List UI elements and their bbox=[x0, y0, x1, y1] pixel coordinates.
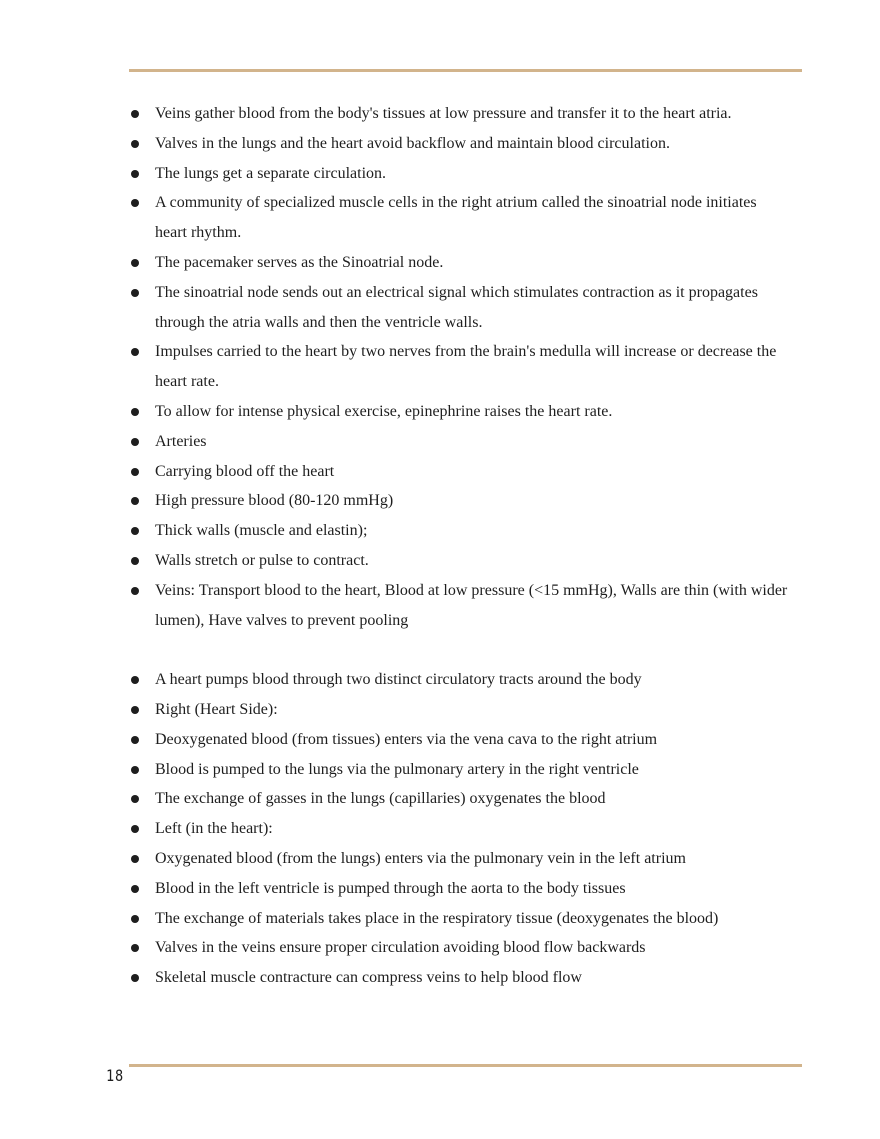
list-item: The lungs get a separate circulation. bbox=[129, 159, 789, 189]
list-item: The pacemaker serves as the Sinoatrial node. bbox=[129, 248, 789, 278]
page-number: 18 bbox=[106, 1066, 125, 1085]
list-item: A heart pumps blood through two distinct circulatory tracts around the body bbox=[129, 665, 789, 695]
list-item: The exchange of materials takes place in the respiratory tissue (deoxygenates the blood) bbox=[129, 904, 789, 934]
list-item: High pressure blood (80-120 mmHg) bbox=[129, 486, 789, 516]
list-item: Impulses carried to the heart by two nerves from the brain's medulla will increase or decrease the heart rate. bbox=[129, 337, 789, 397]
bullet-list-1 bbox=[129, 99, 789, 635]
list-item: Walls stretch or pulse to contract. bbox=[129, 546, 789, 576]
list-item: Deoxygenated blood (from tissues) enters via the vena cava to the right atrium bbox=[129, 725, 789, 755]
bullet-list-2 bbox=[129, 665, 789, 993]
list-item: Skeletal muscle contracture can compress veins to help blood flow bbox=[129, 963, 789, 993]
page-content bbox=[129, 99, 789, 993]
list-item: A community of specialized muscle cells in the right atrium called the sinoatrial node initiates heart rhythm. bbox=[129, 188, 789, 248]
list-item: Veins: Transport blood to the heart, Blood at low pressure (<15 mmHg), Walls are thin (with wider lumen), Have valves to prevent pooling bbox=[129, 576, 789, 636]
list-item: Valves in the veins ensure proper circulation avoiding blood flow backwards bbox=[129, 933, 789, 963]
list-item: Right (Heart Side): bbox=[129, 695, 789, 725]
list-item: Oxygenated blood (from the lungs) enters via the pulmonary vein in the left atrium bbox=[129, 844, 789, 874]
list-item: The exchange of gasses in the lungs (capillaries) oxygenates the blood bbox=[129, 784, 789, 814]
list-item: Veins gather blood from the body's tissues at low pressure and transfer it to the heart atria. bbox=[129, 99, 789, 129]
list-item: Valves in the lungs and the heart avoid backflow and maintain blood circulation. bbox=[129, 129, 789, 159]
list-item: Left (in the heart): bbox=[129, 814, 789, 844]
list-item: Blood in the left ventricle is pumped through the aorta to the body tissues bbox=[129, 874, 789, 904]
header-rule bbox=[129, 69, 802, 72]
footer-rule bbox=[129, 1064, 802, 1067]
list-item: The sinoatrial node sends out an electrical signal which stimulates contraction as it propagates through the atria walls and then the ventricle walls. bbox=[129, 278, 789, 338]
list-item: To allow for intense physical exercise, epinephrine raises the heart rate. bbox=[129, 397, 789, 427]
list-item: Blood is pumped to the lungs via the pulmonary artery in the right ventricle bbox=[129, 755, 789, 785]
list-item: Carrying blood off the heart bbox=[129, 457, 789, 487]
list-item: Arteries bbox=[129, 427, 789, 457]
section-gap bbox=[129, 635, 789, 665]
list-item: Thick walls (muscle and elastin); bbox=[129, 516, 789, 546]
